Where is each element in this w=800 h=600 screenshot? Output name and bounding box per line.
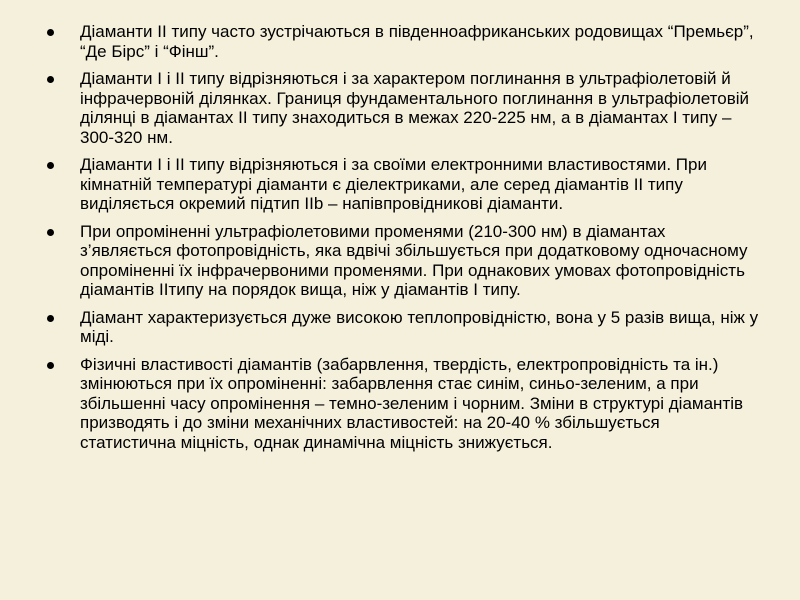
list-item bbox=[40, 355, 760, 453]
bullet-icon bbox=[47, 315, 54, 322]
bullet-text: Діамант характеризується дуже високою теплопровідністю, вона у 5 разів вища, ніж у міді. bbox=[80, 307, 759, 346]
bullet-icon bbox=[47, 162, 54, 169]
bullet-icon bbox=[47, 229, 54, 236]
bullet-icon bbox=[47, 29, 54, 36]
list-item bbox=[40, 308, 760, 347]
bullet-list bbox=[40, 22, 760, 452]
list-item bbox=[40, 22, 760, 61]
bullet-text: При опроміненні ультрафіолетовими променями (210-300 нм) в діамантах з’являється фотопровідність, яка вдвічі збільшується при додатковому одночасному опроміненні їх інфрачервоними променями. При однакових умовах фотопровідність діамантів ІІтипу на порядок вища, ніж у діамантів І типу. bbox=[80, 221, 748, 299]
bullet-text: Діаманти ІІ типу часто зустрічаються в південноафриканських родовищах “Премьєр”, “Де Бірс” і “Фінш”. bbox=[80, 22, 754, 61]
list-item bbox=[40, 222, 760, 300]
bullet-text: Діаманти І і ІІ типу відрізняються і за характером поглинання в ультрафіолетовій й інфрачервоній ділянках. Границя фундаментального поглинання в ультрафіолетовій ділянці в діамантах ІІ типу знаходиться в межах 220-225 нм, а в діамантах І типу – 300-320 нм. bbox=[80, 69, 750, 147]
bullet-icon bbox=[47, 362, 54, 369]
list-item bbox=[40, 69, 760, 147]
bullet-icon bbox=[47, 76, 54, 83]
list-item bbox=[40, 155, 760, 214]
bullet-text: Фізичні властивості діамантів (забарвлення, твердість, електропровідність та ін.) змінюються при їх опроміненні: забарвлення стає синім, синьо-зеленим, а при збільшенні часу опромінення – темно-зеленим і чорним. Зміни в структурі діамантів призводять і до зміни механічних властивостей: на 20-40 % збільшується статистична міцність, однак динамічна міцність знижується. bbox=[80, 354, 744, 452]
bullet-text: Діаманти І і ІІ типу відрізняються і за своїми електронними властивостями. При кімнатній температурі діаманти є діелектриками, але серед діамантів ІІ типу виділяється окремий підтип ІІb – напівпровідникові діаманти. bbox=[80, 155, 707, 213]
